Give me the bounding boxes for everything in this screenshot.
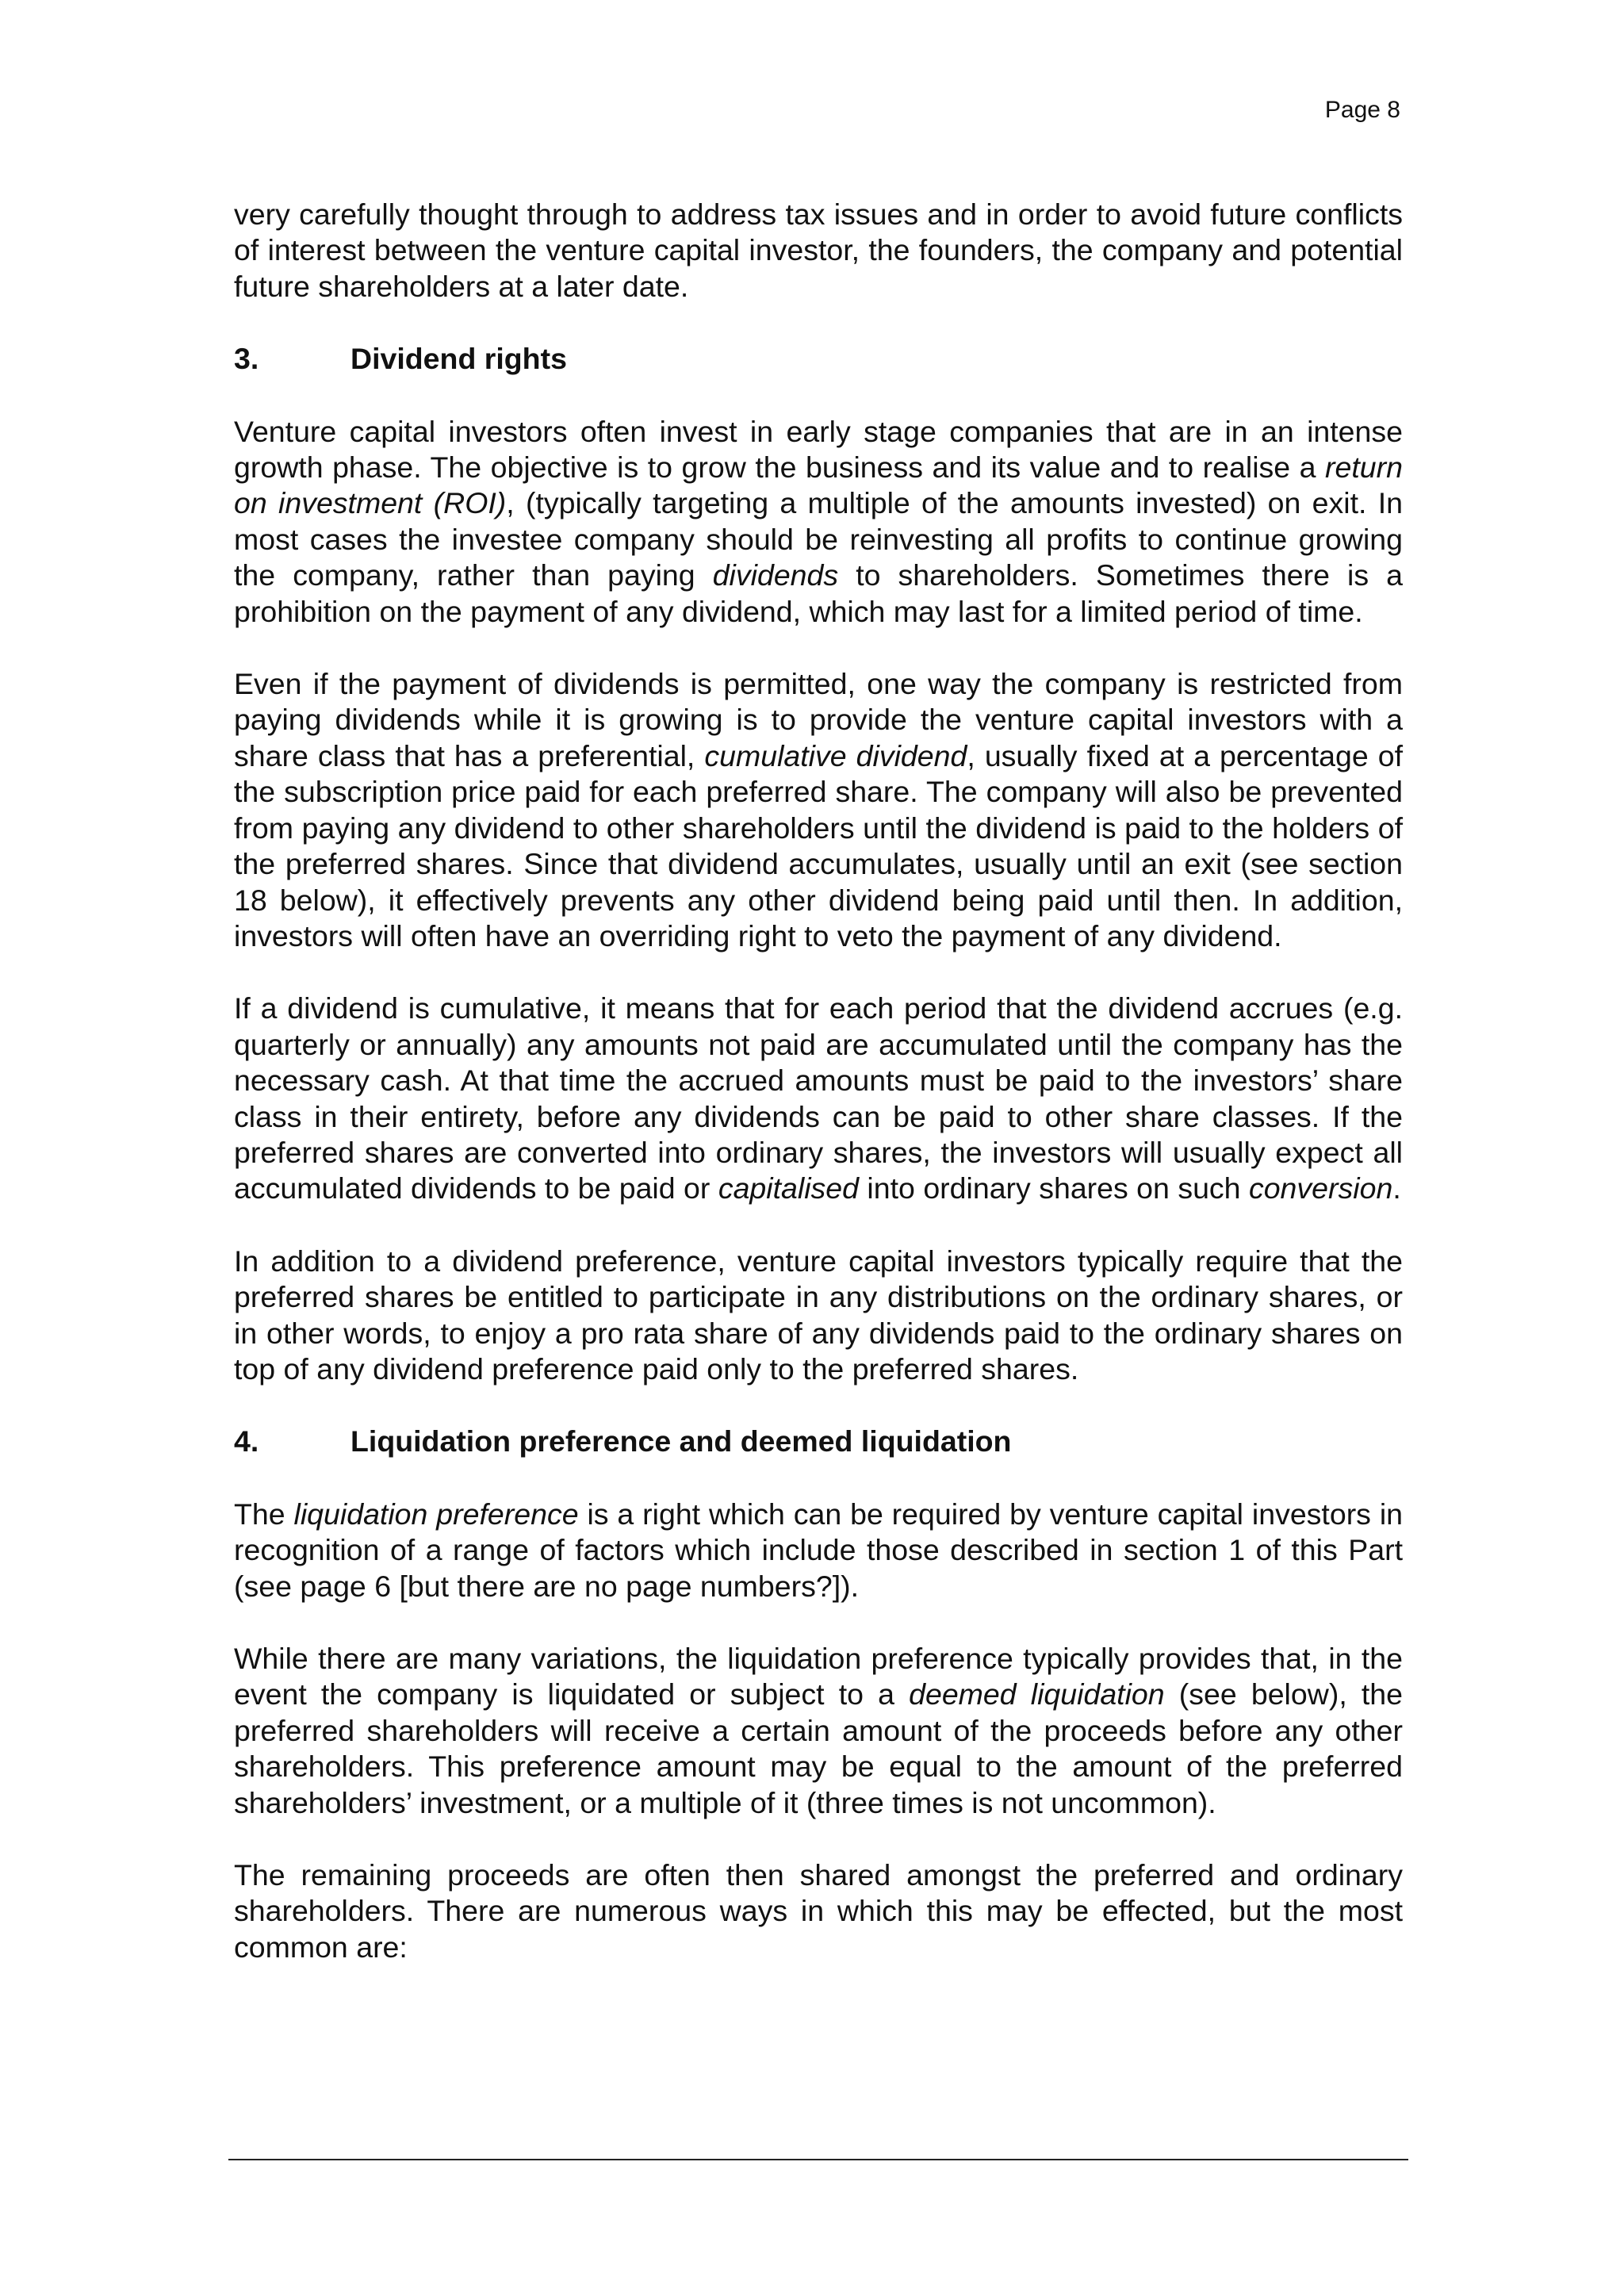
text-run: to shareholders. Sometimes there is a prohibition on the payment of any dividend, which may last for a limited period of time. <box>234 558 1403 628</box>
section-heading-liquidation-preference <box>234 1424 1403 1459</box>
section-title: Dividend rights <box>350 342 567 376</box>
document-body <box>234 197 1403 2002</box>
paragraph-remaining-proceeds: The remaining proceeds are often then shared amongst the preferred and ordinary shareholders. There are numerous ways in which this may be effected, but the most common are: <box>234 1858 1403 1964</box>
text-run: into ordinary shares on such <box>859 1171 1249 1205</box>
text-run: If a dividend is cumulative, it means that for each period that the dividend accrues (e.g. quarterly or annually) any amounts not paid are accumulated until the company has the necessary cash. At that time the accrued amounts must be paid to the investors’ share class in their entirety, before any dividends can be paid to other share classes. If the preferred shares are converted into ordinary shares, the investors will usually expect all accumulated dividends to be paid or <box>234 991 1403 1205</box>
emphasis-deemed-liquidation: deemed liquidation <box>909 1677 1165 1711</box>
paragraph-deemed-liquidation <box>234 1641 1403 1821</box>
page-number: Page 8 <box>1324 97 1400 123</box>
emphasis-liquidation-preference: liquidation preference <box>293 1497 579 1531</box>
paragraph-liquidation-preference <box>234 1497 1403 1604</box>
section-number: 3. <box>234 342 259 376</box>
emphasis-conversion: conversion <box>1248 1171 1393 1205</box>
text-run: . <box>1392 1171 1401 1205</box>
paragraph-cumulative-dividend <box>234 666 1403 954</box>
text-run: , (typically targeting a multiple of the amounts invested) on exit. In most cases the investee company should be reinvesting all profits to continue growing the company, rather than paying <box>234 486 1403 592</box>
text-run: Even if the payment of dividends is permitted, one way the company is restricted from paying dividends while it is growing is to provide the venture capital investors with a share class that has a preferential, <box>234 667 1403 772</box>
section-title: Liquidation preference and deemed liquidation <box>350 1424 1012 1458</box>
text-run: is a right which can be required by venture capital investors in recognition of a range of factors which include those described in section 1 of this Part (see page 6 [but there are no page numbers?]). <box>234 1497 1404 1603</box>
text-run: While there are many variations, the liquidation preference typically provides that, in the event the company is liquidated or subject to a <box>234 1642 1403 1711</box>
paragraph-dividends-growth <box>234 414 1403 630</box>
section-number: 4. <box>234 1424 259 1458</box>
paragraph-intro: very carefully thought through to address tax issues and in order to avoid future conflicts of interest between the venture capital investor, the founders, the company and potential future shareholders at a later date. <box>234 197 1403 303</box>
emphasis-cumulative-dividend: cumulative dividend <box>704 738 967 772</box>
emphasis-capitalised: capitalised <box>718 1171 860 1205</box>
text-run: , usually fixed at a percentage of the subscription price paid for each preferred share. The company will also be prevented from paying any dividend to other shareholders until the dividend is paid to the holders of the preferred shares. Since that dividend accumulates, usually until an exit (see section 18 below), it effectively prevents any other dividend being paid until then. In addition, investors will often have an overriding right to veto the payment of any dividend. <box>234 738 1403 953</box>
text-run: The <box>234 1497 294 1531</box>
paragraph-cumulative-meaning <box>234 991 1403 1206</box>
footer-rule <box>228 2159 1408 2160</box>
text-run: (see below), the preferred shareholders will receive a certain amount of the proceeds before any other shareholders. This preference amount may be equal to the amount of the preferred shareholders’ investment, or a multiple of it (three times is not uncommon). <box>234 1677 1403 1819</box>
emphasis-roi: return on investment (ROI) <box>234 450 1403 520</box>
paragraph-participation: In addition to a dividend preference, venture capital investors typically require that the preferred shares be entitled to participate in any distributions on the ordinary shares, or in other words, to enjoy a pro rata share of any dividends paid to the ordinary shares on top of any dividend preference paid only to the preferred shares. <box>234 1244 1403 1386</box>
text-run: Venture capital investors often invest in early stage companies that are in an intense growth phase. The objective is to grow the business and its value and to realise a <box>234 414 1403 485</box>
section-heading-dividend-rights <box>234 341 1403 377</box>
emphasis-dividends: dividends <box>712 558 839 592</box>
